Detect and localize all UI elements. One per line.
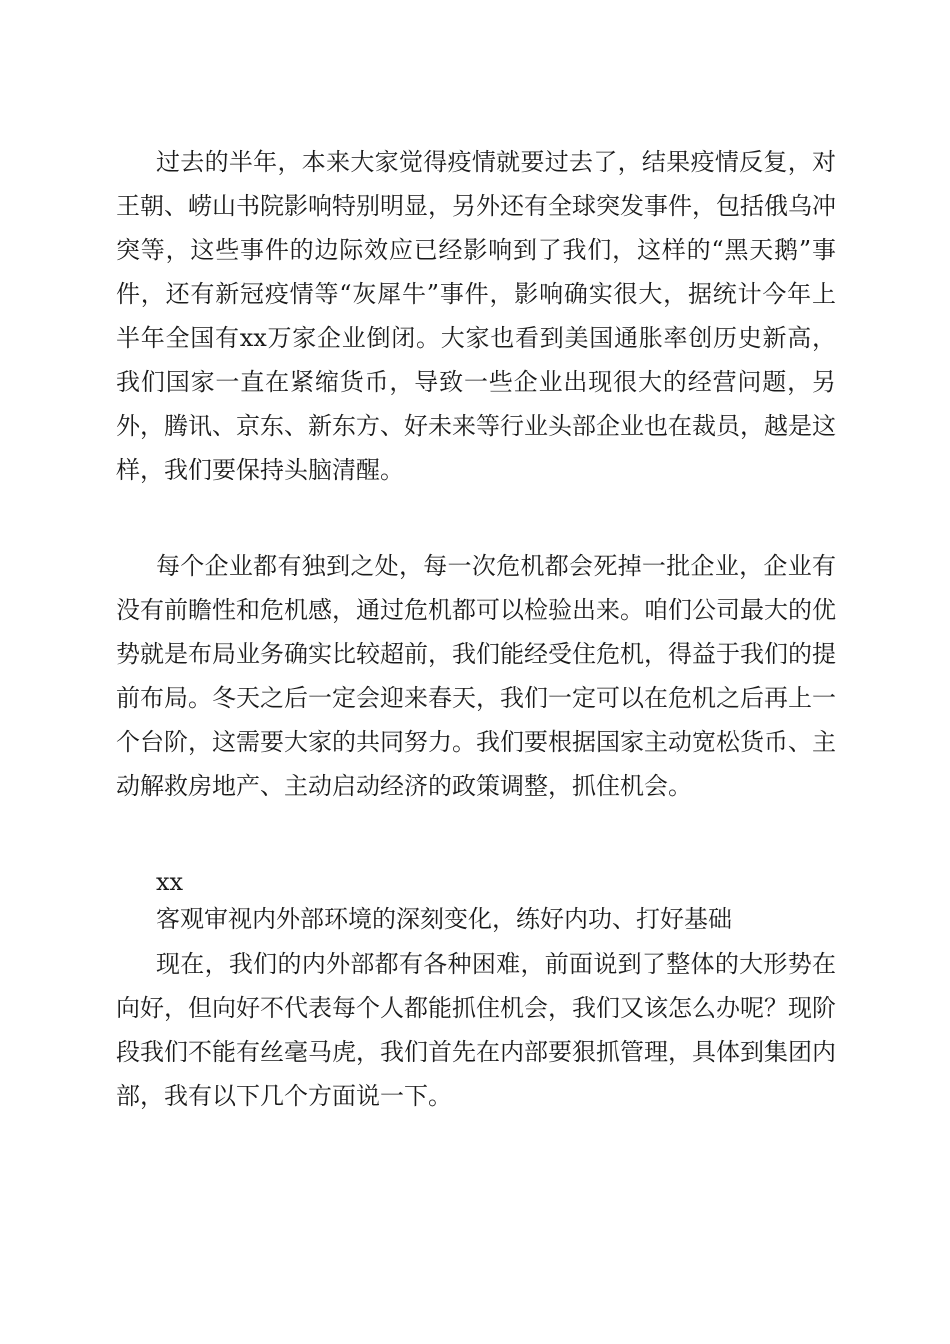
paragraph-internal-management: 现在，我们的内外部都有各种困难，前面说到了整体的大形势在向好，但向好不代表每个人都能抓住机会，我们又该怎么办呢？现阶段我们不能有丝毫马虎，我们首先在内部要狠抓管理，具体到集团内部，我有以下几个方面说一下。 (116, 950, 836, 1110)
section-number: xx (156, 868, 184, 896)
section-heading: 客观审视内外部环境的深刻变化，练好内功、打好基础 (156, 905, 732, 933)
paragraph-pandemic-impact: 过去的半年，本来大家觉得疫情就要过去了，结果疫情反复，对王朝、崂山书院影响特别明显，另外还有全球突发事件，包括俄乌冲突等，这些事件的边际效应已经影响到了我们，这样的“黑天鹅”事件，还有新冠疫情等“灰犀牛”事件，影响确实很大，据统计今年上半年全国有xx万家企业倒闭。大家也看到美国通胀率创历史新高，我们国家一直在紧缩货币，导致一些企业出现很大的经营问题，另外，腾讯、京东、新东方、好未来等行业头部企业也在裁员，越是这样，我们要保持头脑清醒。 (116, 148, 836, 484)
paragraph-crisis-opportunity: 每个企业都有独到之处，每一次危机都会死掉一批企业，企业有没有前瞻性和危机感，通过危机都可以检验出来。咱们公司最大的优势就是布局业务确实比较超前，我们能经受住危机，得益于我们的提前布局。冬天之后一定会迎来春天，我们一定可以在危机之后再上一个台阶，这需要大家的共同努力。我们要根据国家主动宽松货币、主动解救房地产、主动启动经济的政策调整，抓住机会。 (116, 552, 836, 800)
